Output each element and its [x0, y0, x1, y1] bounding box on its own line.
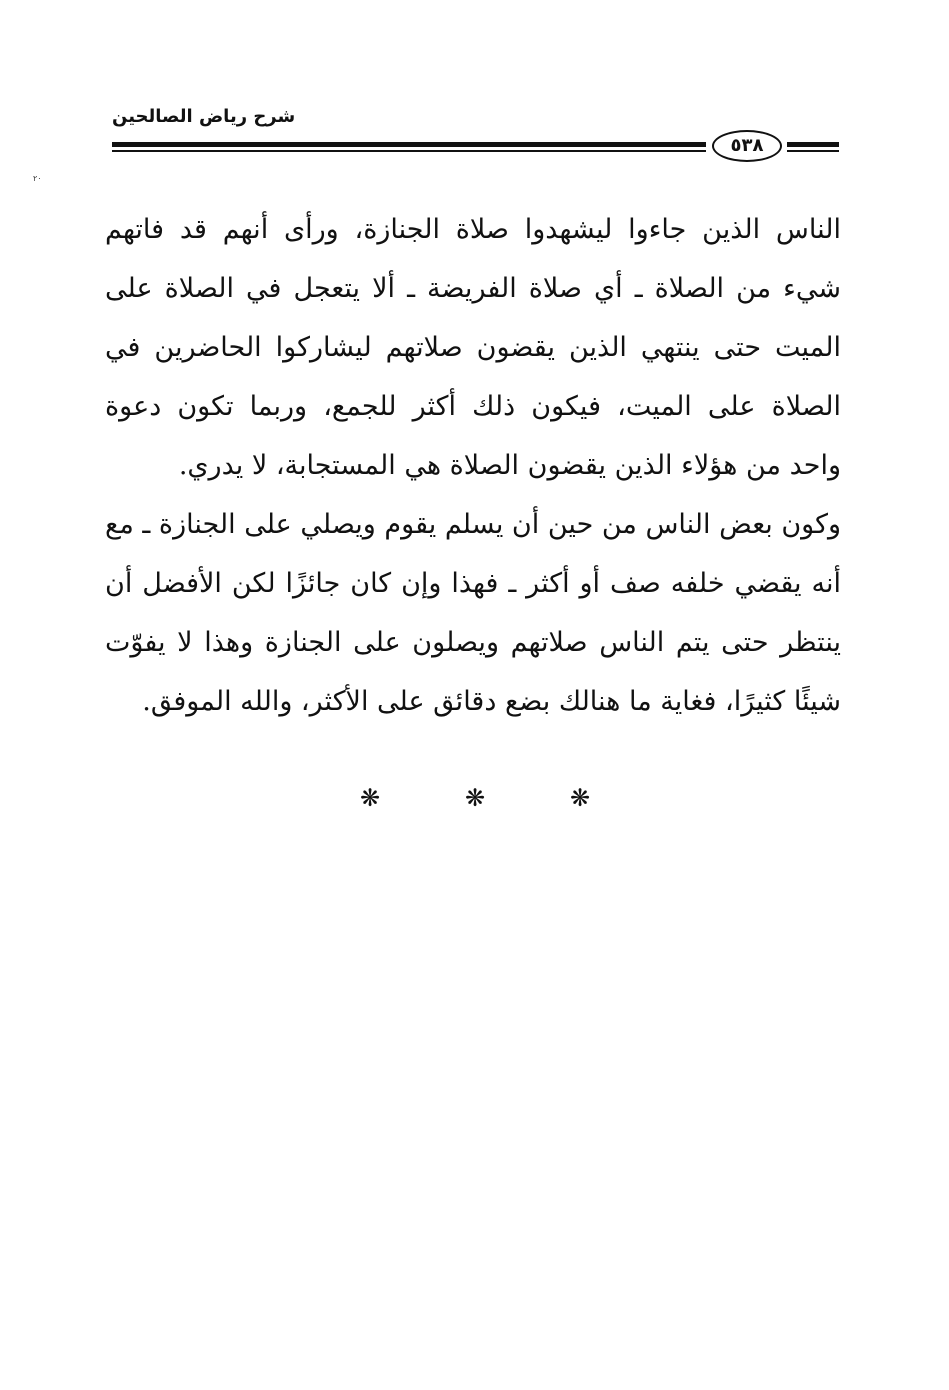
body-paragraphs: [105, 200, 841, 731]
text-line: الميت حتى ينتهي الذين يقضون صلاتهم ليشاركوا الحاضرين في: [105, 332, 841, 363]
running-header-title: شرح رياض الصالحين: [112, 106, 296, 127]
text-line: أنه يقضي خلفه صف أو أكثر ـ فهذا وإن كان جائزًا لكن الأفضل أن: [105, 568, 841, 599]
asterism-icon: ❋: [464, 784, 486, 812]
asterism-icon: ❋: [359, 784, 381, 812]
header-rule-thick: [112, 142, 706, 147]
section-separator: [350, 784, 600, 812]
text-line: شيئًا كثيرًا، فغاية ما هنالك بضع دقائق على الأكثر، والله الموفق.: [142, 686, 841, 717]
header-rule-right-thick: [787, 142, 839, 147]
header-rule-thin: [112, 150, 706, 152]
header-rule-right-thin: [787, 150, 839, 152]
text-line: وكون بعض الناس من حين أن يسلم يقوم ويصلي على الجنازة ـ مع: [105, 509, 841, 540]
text-line: ينتظر حتى يتم الناس صلاتهم ويصلون على الجنازة وهذا لا يفوّت: [105, 627, 841, 658]
margin-mark: ٢٠: [33, 174, 42, 183]
page-number-badge: ٥٣٨: [712, 130, 782, 162]
text-line: واحد من هؤلاء الذين يقضون الصلاة هي المستجابة، لا يدري.: [178, 450, 841, 481]
asterism-icon: ❋: [569, 784, 591, 812]
text-line: الصلاة على الميت، فيكون ذلك أكثر للجمع، وربما تكون دعوة: [105, 391, 841, 422]
text-line: شيء من الصلاة ـ أي صلاة الفريضة ـ ألا يتعجل في الصلاة على: [105, 273, 841, 304]
text-line: الناس الذين جاءوا ليشهدوا صلاة الجنازة، ورأى أنهم قد فاتهم: [105, 214, 841, 245]
